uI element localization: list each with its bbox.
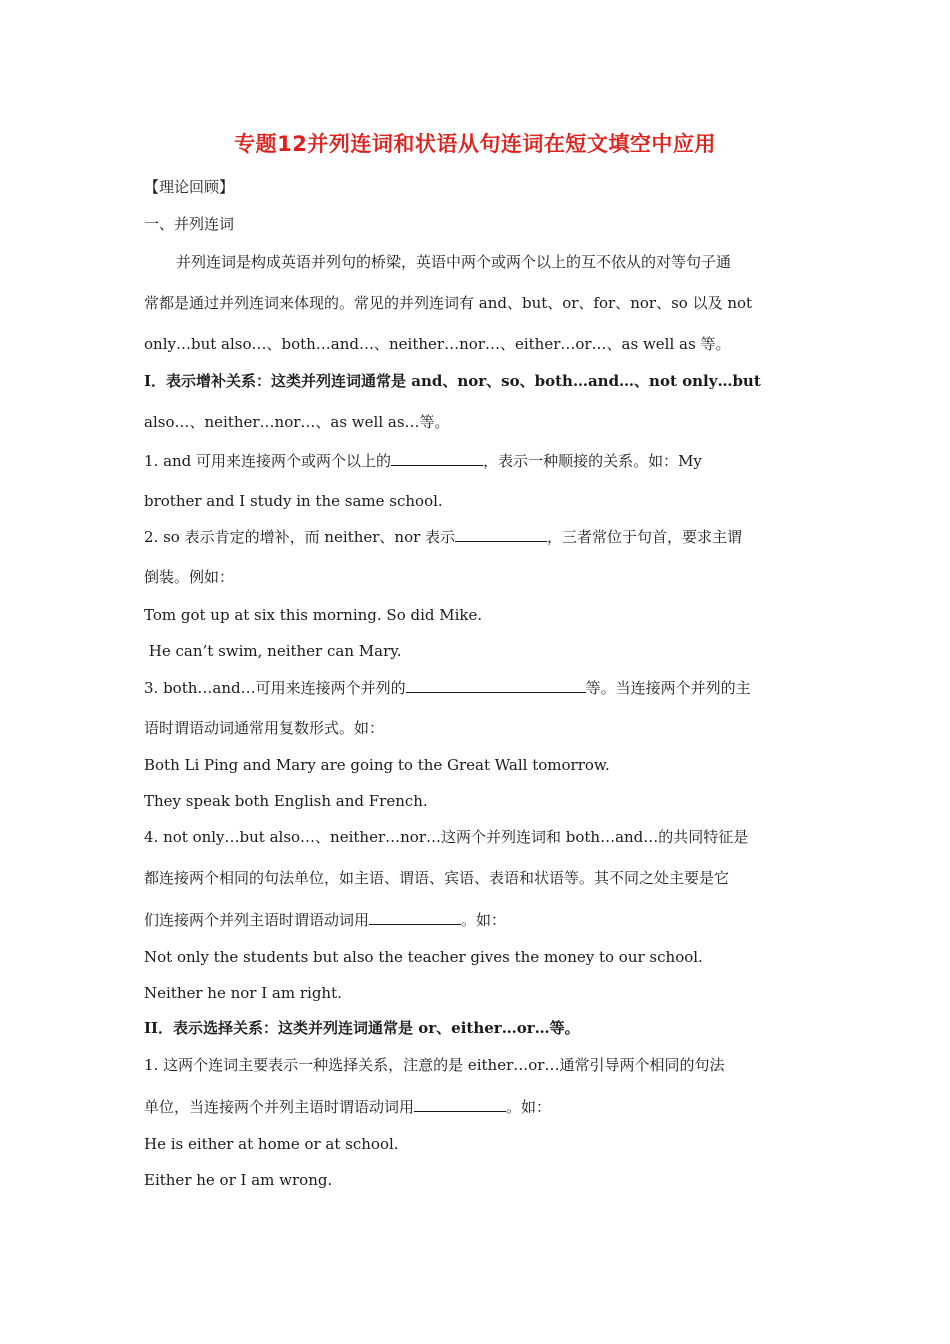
item-2-text-after-blank: ，三者常位于句首，要求主谓 — [547, 528, 743, 546]
item-3-text-before-blank: 3. both…and…可用来连接两个并列的 — [144, 679, 406, 697]
intro-line-3: only…but also…、both…and…、neither…nor…、either…or…、as well as 等。 — [144, 335, 731, 353]
item-5-text-before-blank: 单位，当连接两个并列主语时谓语动词用 — [144, 1098, 415, 1116]
item-1-text-before-blank: 1. and 可用来连接两个或两个以上的 — [144, 452, 392, 470]
item-4-line-2: 都连接两个相同的句法单位，如主语、谓语、宾语、表语和状语等。其不同之处主要是它 — [144, 869, 730, 887]
example-line: They speak both English and French. — [144, 792, 428, 810]
example-line: Tom got up at six this morning. So did Mike. — [144, 606, 483, 624]
item-2-line-2: 倒装。例如： — [144, 568, 235, 586]
section-1-line-2: also…、neither…nor…、as well as…等。 — [144, 413, 450, 431]
fill-in-blank — [369, 909, 461, 925]
fill-in-blank — [391, 450, 483, 466]
example-line: Both Li Ping and Mary are going to the Great Wall tomorrow. — [144, 756, 610, 774]
intro-line-2: 常都是通过并列连词来体现的。常见的并列连词有 and、but、or、for、nor、so 以及 not — [144, 294, 753, 312]
section-1-line-1: I．表示增补关系：这类并列连词通常是 and、nor、so、both…and…、not only…but — [144, 372, 761, 390]
item-5-line-2 — [144, 1096, 808, 1117]
item-4-text-after-blank: 。如： — [461, 911, 507, 929]
page-title: 专题12并列连词和状语从句连词在短文填空中应用 — [234, 132, 716, 156]
item-1-text-after-blank: ，表示一种顺接的关系。如：My — [483, 452, 702, 470]
item-2-line-1 — [144, 526, 808, 547]
example-line: He can’t swim, neither can Mary. — [144, 642, 402, 660]
item-4-line-3 — [144, 909, 808, 930]
fill-in-blank — [414, 1096, 506, 1112]
item-5-text-after-blank: 。如： — [506, 1098, 552, 1116]
item-4-text-before-blank: 们连接两个并列主语时谓语动词用 — [144, 911, 370, 929]
example-line: Neither he nor I am right. — [144, 984, 342, 1002]
intro-line-1: 并列连词是构成英语并列句的桥梁，英语中两个或两个以上的互不依从的对等句子通 — [176, 253, 732, 271]
section-header: 【理论回顾】 — [144, 178, 235, 196]
item-1-line-1 — [144, 450, 808, 471]
example-line: Not only the students but also the teacher gives the money to our school. — [144, 948, 703, 966]
item-4-line-1: 4. not only…but also…、neither…nor…这两个并列连词和 both…and…的共同特征是 — [144, 828, 749, 846]
example-line: Either he or I am wrong. — [144, 1171, 333, 1189]
example-line: He is either at home or at school. — [144, 1135, 399, 1153]
part-heading: 一、并列连词 — [144, 215, 235, 233]
item-1-line-2: brother and I study in the same school. — [144, 492, 443, 510]
item-2-text-before-blank: 2. so 表示肯定的增补，而 neither、nor 表示 — [144, 528, 456, 546]
item-3-line-2: 语时谓语动词通常用复数形式。如： — [144, 719, 385, 737]
section-2-line: II．表示选择关系：这类并列连词通常是 or、either…or…等。 — [144, 1019, 580, 1037]
item-3-line-1 — [144, 677, 808, 698]
fill-in-blank — [455, 526, 547, 542]
item-3-text-after-blank: 等。当连接两个并列的主 — [585, 679, 751, 697]
fill-in-blank — [406, 677, 586, 693]
item-5-line-1: 1. 这两个连词主要表示一种选择关系，注意的是 either…or…通常引导两个相同的句法 — [144, 1056, 725, 1074]
